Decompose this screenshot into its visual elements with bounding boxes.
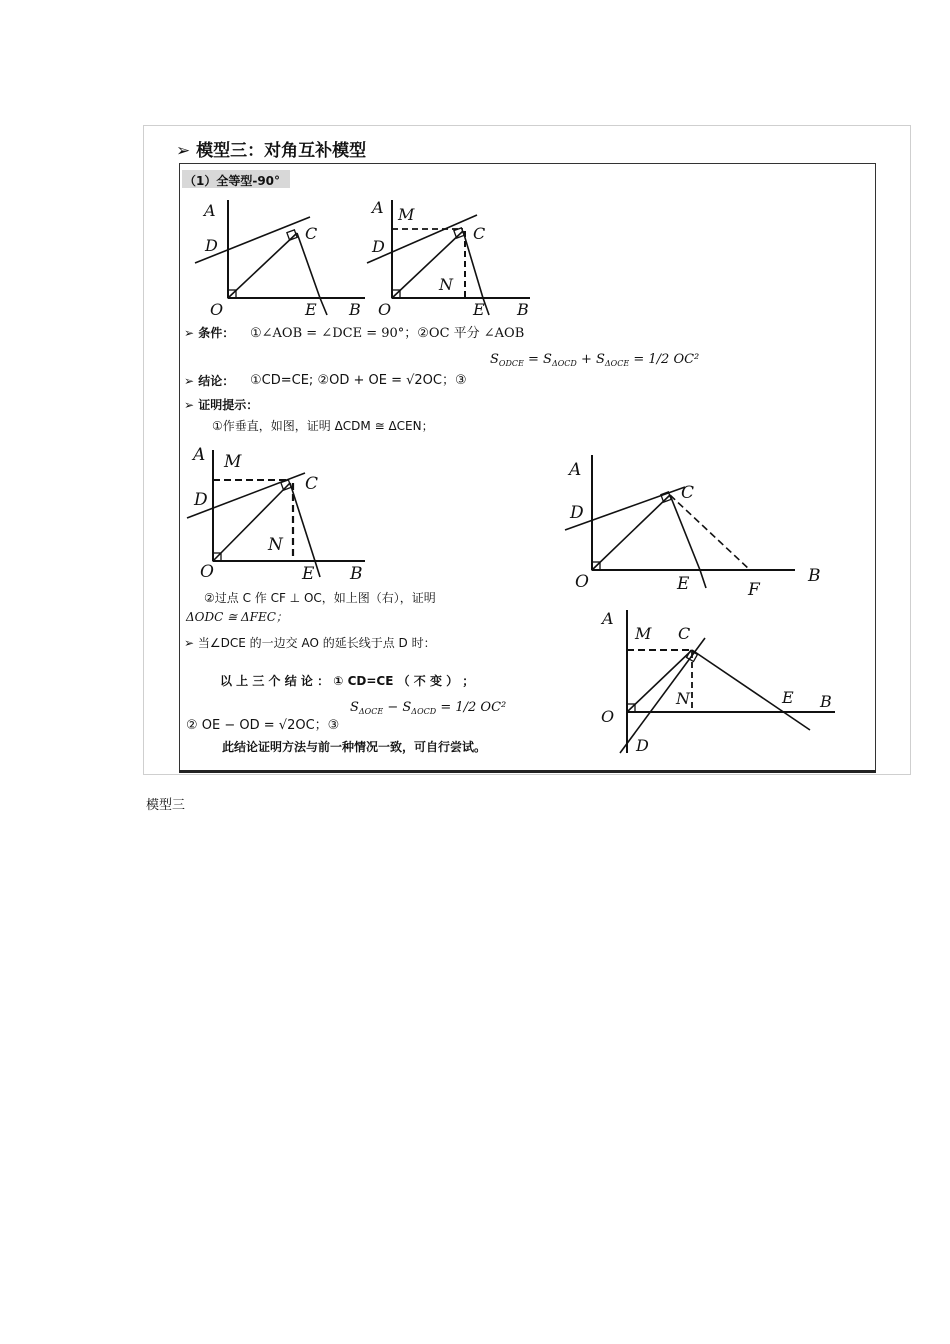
label-M: M [398, 205, 415, 224]
section-header: （1）全等型-90° [184, 174, 281, 188]
label-A: A [372, 198, 384, 217]
proof-label: ➢ 证明提示： [184, 398, 259, 412]
label-D: D [372, 237, 385, 256]
label-B: B [517, 300, 529, 319]
proof-step-1: ①作垂直，如图，证明 ΔCDM ≅ ΔCEN； [212, 419, 434, 433]
label-O: O [200, 562, 214, 582]
label-D: D [205, 236, 218, 255]
proof-step-2a: ②过点 C 作 CF ⊥ OC，如上图（右），证明 [204, 591, 436, 605]
area-formula-2: $S_{\Delta OCE} - S_{\Delta OCD} = 1/2$ OC² [350, 700, 507, 716]
label-N: N [268, 535, 283, 555]
page-title: ➢ 模型三：对角互补模型 [176, 141, 367, 161]
conclusion-label: ➢ 结论： [184, 374, 235, 388]
label-C: C [305, 224, 318, 243]
extension-conclusion-2: ② OE − OD = √2OC；③ [186, 718, 340, 733]
label-O: O [378, 300, 392, 319]
box-bottom-rule [179, 770, 876, 773]
label-O: O [575, 572, 589, 592]
proof-step-2b: ΔODC ≅ ΔFEC； [186, 610, 288, 624]
label-C: C [473, 224, 486, 243]
label-E: E [473, 300, 485, 319]
label-A: A [602, 609, 614, 628]
label-O: O [210, 300, 224, 319]
label-C: C [681, 483, 695, 503]
label-E: E [305, 300, 317, 319]
label-M: M [635, 624, 652, 643]
extension-label: ➢ 当∠DCE 的一边交 AO 的延长线于点 D 时： [184, 636, 436, 650]
label-B: B [808, 566, 821, 586]
label-D: D [570, 503, 584, 523]
label-C: C [678, 624, 691, 643]
label-B: B [820, 692, 832, 711]
conditions-text: ①∠AOB = ∠DCE = 90°；②OC 平分 ∠AOB [250, 326, 525, 341]
label-D: D [636, 736, 649, 755]
label-A: A [569, 460, 582, 480]
label-N: N [439, 275, 453, 294]
label-E: E [677, 574, 690, 594]
area-formula-1: $S_{ODCE} = S_{\Delta OCD} + S_{\Delta OCE} = 1/2$ OC² [490, 352, 700, 368]
label-E: E [302, 564, 315, 584]
figure-caption: 模型三 [146, 798, 186, 813]
label-C: C [305, 474, 319, 494]
label-B: B [350, 564, 363, 584]
label-B: B [349, 300, 361, 319]
label-A: A [193, 445, 206, 465]
label-A: A [204, 201, 216, 220]
label-D: D [194, 490, 208, 510]
conditions-label: ➢ 条件： [184, 326, 235, 340]
label-M: M [224, 452, 242, 472]
conclusion-text: ①CD=CE; ②OD + OE = √2OC；③ [250, 373, 467, 388]
extension-note: 此结论证明方法与前一种情况一致，可自行尝试。 [222, 740, 487, 754]
label-O: O [601, 707, 615, 726]
label-N: N [676, 689, 690, 708]
label-F: F [748, 580, 760, 600]
label-E: E [782, 688, 794, 707]
extension-conclusions: 以 上 三 个 结 论 ： ① CD=CE （ 不 变 ） ； [220, 674, 475, 688]
